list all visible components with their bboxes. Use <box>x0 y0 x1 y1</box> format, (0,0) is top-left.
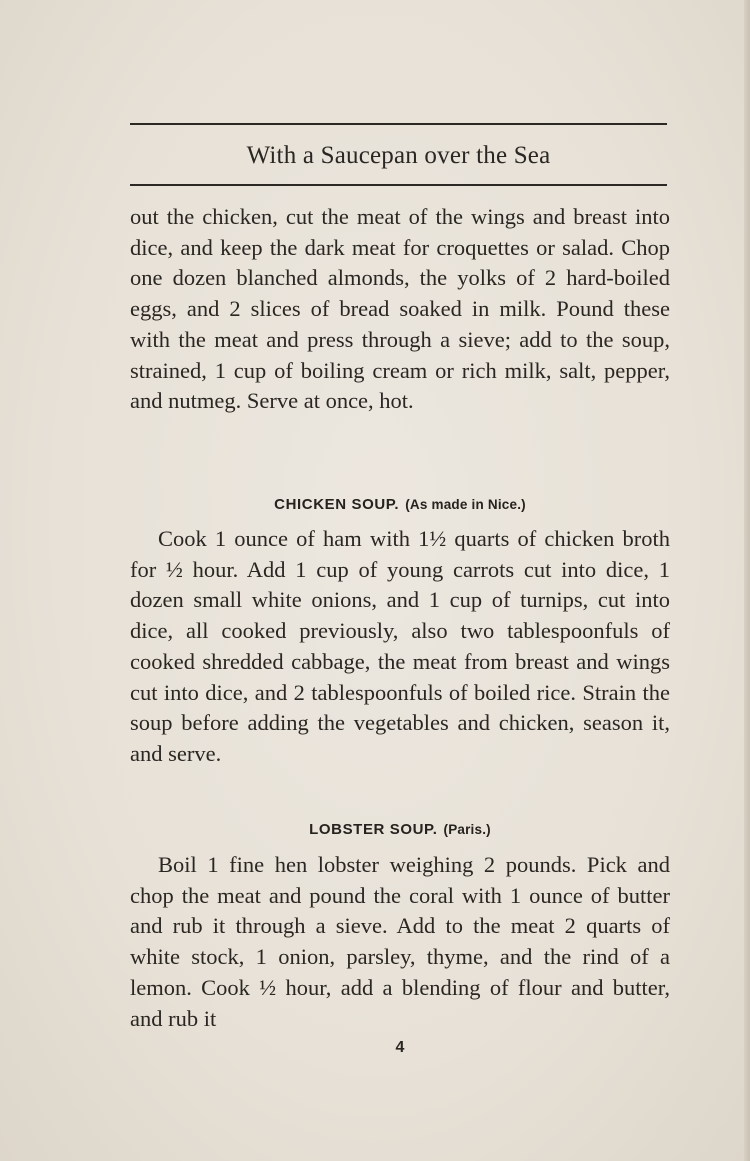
continued-paragraph: out the chicken, cut the meat of the wings and breast into dice, and keep the dark meat for croquettes or salad. Chop one dozen blanched almonds, the yolks of 2 hard-boiled eggs, and 2 slices of bread soaked in milk. Pound these with the meat and press through a sieve; add to the soup, strained, 1 cup of boiling cream or rich milk, salt, pepper, and nutmeg. Serve at once, hot. <box>130 204 670 414</box>
header-rule-top <box>130 123 667 125</box>
recipe-heading-chicken-soup <box>130 495 670 515</box>
recipe-title: LOBSTER SOUP. <box>309 821 438 838</box>
recipe-origin: (Paris.) <box>443 822 491 837</box>
recipe-heading-lobster-soup <box>130 820 670 840</box>
recipe-paragraph-lobster-soup: Boil 1 fine hen lobster weighing 2 pounds. Pick and chop the meat and pound the coral with 1 ounce of butter and rub it through a sieve. Add to the meat 2 quarts of white stock, 1 onion, parsley, thyme, and the rind of a lemon. Cook ½ hour, add a blending of flour and butter, and rub it <box>130 852 670 1031</box>
page-number: 4 <box>395 1039 405 1056</box>
recipe-origin: (As made in Nice.) <box>405 497 526 512</box>
running-head: With a Saucepan over the Sea <box>246 142 551 169</box>
recipe-title: CHICKEN SOUP. <box>274 496 400 513</box>
header-rule-bottom <box>130 184 667 186</box>
recipe-paragraph-chicken-soup: Cook 1 ounce of ham with 1½ quarts of chicken broth for ½ hour. Add 1 cup of young carrots cut into dice, 1 dozen small white onions, and 1 cup of turnips, cut into dice, all cooked previously, also two tablespoonfuls of cooked shredded cabbage, the meat from breast and wings cut into dice, and 2 tablespoonfuls of boiled rice. Strain the soup before adding the vegetables and chicken, season it, and serve. <box>130 526 670 766</box>
page-edge <box>744 0 750 1161</box>
